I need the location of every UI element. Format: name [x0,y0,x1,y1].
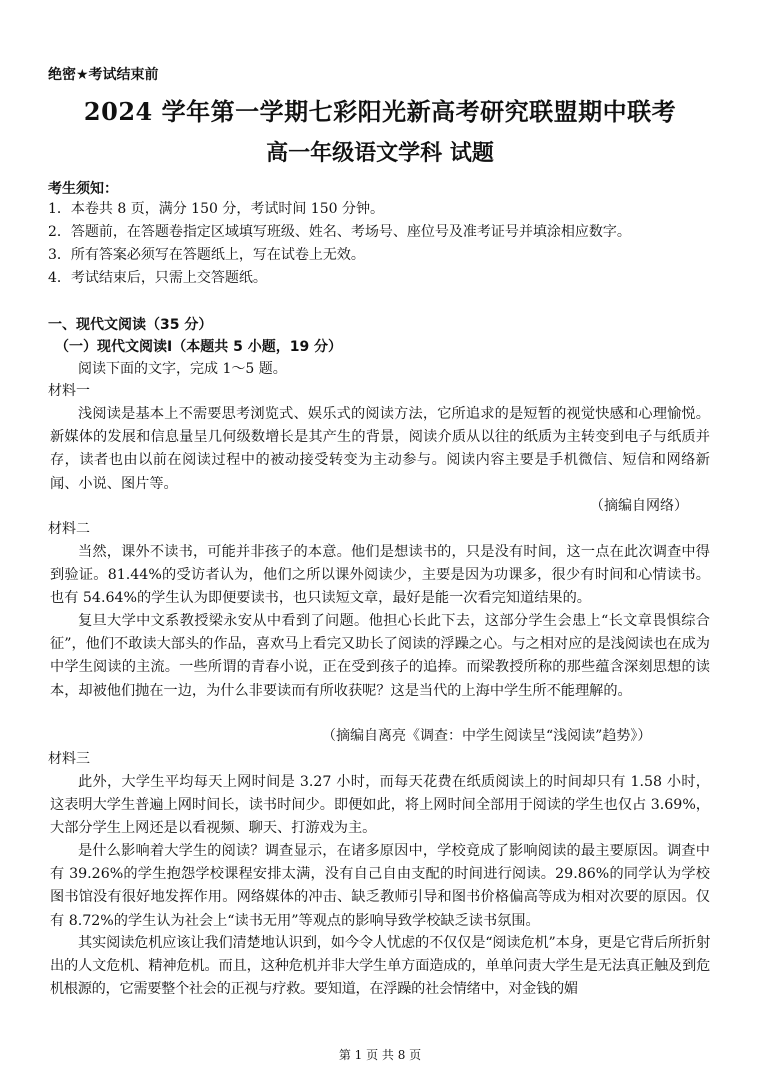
material-3-label: 材料三 [48,751,90,767]
note-item: 1．本卷共 8 页，满分 150 分，考试时间 150 分钟。 [48,201,384,217]
material-3-paragraph: 此外，大学生平均每天上网时间是 3.27 小时，而每天花费在纸质阅读上的时间却只有 1.58 小时，这表明大学生普遍上网时间长，读书时间少。即便如此，将上网时间全部用于阅读的学生也仅占 3.69%，大部分学生上网还是以看视频、聊天、打游戏为主。 [50,774,710,837]
material-2-paragraph: 复旦大学中文系教授梁永安从中看到了问题。他担心长此下去，这部分学生会患上“长文章畏惧综合征”，他们不敢读大部头的作品，喜欢马上看完又助长了阅读的浮躁之心。与之相对应的是浅阅读也在成为中学生阅读的主流。一些所谓的青春小说，正在受到孩子的追捧。而梁教授所称的那些蕴含深刻思想的读本，却被他们抛在一边，为什么非要读而有所收获呢？这是当代的上海中学生所不能理解的。 [50,613,710,699]
material-1-label: 材料一 [48,383,90,399]
note-item: 4．考试结束后，只需上交答题纸。 [48,270,267,286]
note-item: 3．所有答案必须写在答题纸上，写在试卷上无效。 [48,247,365,263]
subsection-title: （一）现代文阅读Ⅰ（本题共 5 小题，19 分） [55,339,343,355]
instruction: 阅读下面的文字，完成 1～5 题。 [78,361,287,377]
material-2-label: 材料二 [48,521,90,537]
notes-list [48,198,728,290]
material-2-paragraph: 当然，课外不读书，可能并非孩子的本意。他们是想读书的，只是没有时间，这一点在此次调查中得到验证。81.44%的受访者认为，他们之所以课外阅读少，主要是因为功课多，很少有时间和心情读书。也有 54.64%的学生认为即便要读书，也只读短文章，最好是能一次看完知道结果的。 [50,544,710,607]
notes-heading: 考生须知： [48,181,118,197]
confidential-label: 绝密★考试结束前 [48,67,159,83]
exam-subtitle: 高一年级语文学科 试题 [266,140,494,166]
exam-title: 2024 学年第一学期七彩阳光新高考研究联盟期中联考 [83,97,677,126]
material-2-source: （摘编自离亮《调查：中学生阅读呈“浅阅读”趋势》） [322,728,652,744]
note-item: 2．答题前，在答题卷指定区域填写班级、姓名、考场号、座位号及准考证号并填涂相应数字。 [48,224,631,240]
material-1-source: （摘编自网络） [590,498,688,514]
page-footer: 第 1 页 共 8 页 [338,1048,422,1062]
material-1-paragraph: 浅阅读是基本上不需要思考浏览式、娱乐式的阅读方法，它所追求的是短暂的视觉快感和心理愉悦。新媒体的发展和信息量呈几何级数增长是其产生的背景，阅读介质从以往的纸质为主转变到电子与纸质并存，读者也由以前在阅读过程中的被动接受转变为主动参与。阅读内容主要是手机微信、短信和网络新闻、小说、图片等。 [50,406,710,492]
material-3-paragraph: 其实阅读危机应该让我们清楚地认识到，如今令人忧虑的不仅仅是“阅读危机”本身，更是它背后所折射出的人文危机、精神危机。而且，这种危机并非大学生单方面造成的，单单问责大学生是无法真正触及到危机根源的，它需要整个社会的正视与疗救。要知道，在浮躁的社会情绪中，对金钱的媚 [50,935,710,998]
section-title: 一、现代文阅读（35 分） [48,317,213,333]
material-3-paragraph: 是什么影响着大学生的阅读？调查显示，在诸多原因中，学校竟成了影响阅读的最主要原因。调查中有 39.26%的学生抱怨学校课程安排太满，没有自己自由支配的时间进行阅读。29.86%的同学认为学校图书馆没有很好地发挥作用。网络媒体的冲击、缺乏教师引导和图书价格偏高等成为相对次要的原因。仅有 8.72%的学生认为社会上“读书无用”等观点的影响导致学校缺乏读书氛围。 [50,843,710,929]
